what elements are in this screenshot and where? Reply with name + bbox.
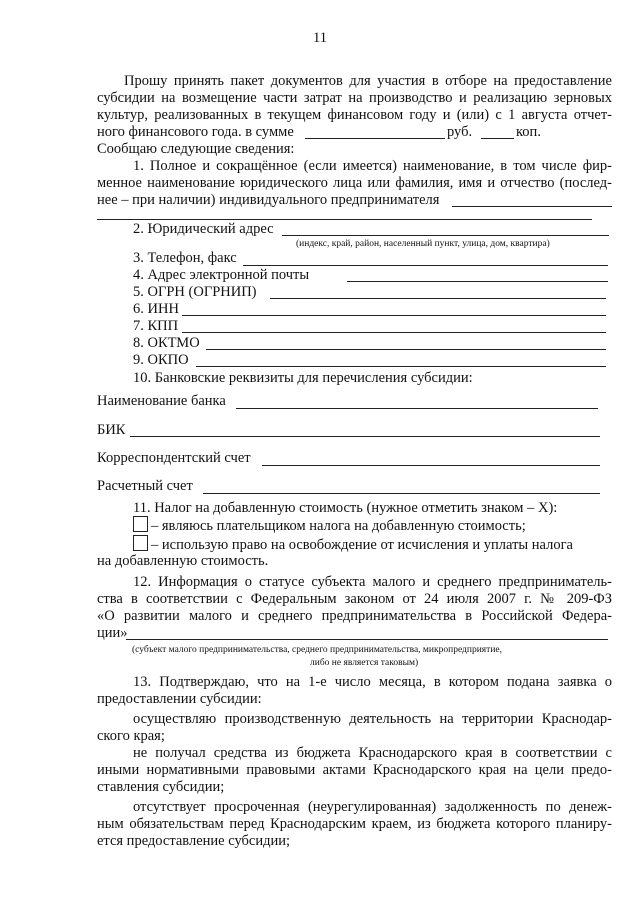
item12-line-4: ции»	[97, 625, 128, 641]
item13-line-2: предоставлении субсидии:	[97, 691, 262, 707]
email-label: 4. Адрес электронной почты	[133, 267, 310, 283]
item12-line-3: «О развитии малого и среднего предпринимательства в Российской Федера-	[97, 608, 612, 624]
okpo-field[interactable]	[196, 366, 606, 367]
bank-name-label: Наименование банка	[97, 393, 226, 409]
corr-account-label: Корреспондентский счет	[97, 450, 251, 466]
amount-rub-field[interactable]	[305, 138, 445, 139]
settlement-account-label: Расчетный счет	[97, 478, 193, 494]
vat-exempt-label-2: на добавленную стоимость.	[97, 553, 269, 569]
kop-label: коп.	[516, 124, 541, 140]
item13-line-1: 13. Подтверждаю, что на 1-е число месяца, в котором подана заявка о	[133, 674, 612, 690]
kpp-field[interactable]	[182, 332, 606, 333]
item1-line-1: 1. Полное и сокращённое (если имеется) наименование, в том числе фир-	[133, 158, 612, 174]
item1-line-3: нее – при наличии) индивидуального предпринимателя	[97, 192, 440, 208]
legal-address-hint: (индекс, край, район, населенный пункт, улица, дом, квартира)	[296, 239, 550, 249]
ogrn-label: 5. ОГРН (ОГРНИП)	[133, 284, 257, 300]
intro-line-4: ного финансового года. в сумме	[97, 124, 294, 140]
intro-line-3: культур, реализованных в текущем финансовом году и (или) с 1 августа отчет-	[97, 107, 612, 123]
intro-line-5: Сообщаю следующие сведения:	[97, 141, 295, 157]
item13-line-6: иными нормативными правовыми актами Краснодарского края на цели предо-	[97, 762, 612, 778]
vat-exempt-checkbox[interactable]	[133, 535, 148, 551]
item13-line-3: осуществляю производственную деятельность на территории Краснодар-	[133, 711, 612, 727]
email-field[interactable]	[347, 281, 608, 282]
inn-label: 6. ИНН	[133, 301, 179, 317]
item13-line-10: ется предоставление субсидии;	[97, 833, 291, 849]
company-name-field-1[interactable]	[452, 206, 612, 207]
oktmo-field[interactable]	[206, 349, 606, 350]
vat-title: 11. Налог на добавленную стоимость (нужное отметить знаком – X):	[133, 500, 558, 516]
intro-line-2: субсидии на возмещение части затрат на производство и реализацию зерновых	[97, 90, 612, 106]
phone-fax-field[interactable]	[243, 265, 608, 266]
kpp-label: 7. КПП	[133, 318, 179, 334]
item1-line-2: менное наименование юридического лица или фамилия, имя и отчество (послед-	[97, 175, 612, 191]
sme-status-field[interactable]	[126, 639, 608, 640]
item13-line-9: ным обязательствам перед Краснодарским краем, из бюджета которого планиру-	[97, 816, 612, 832]
bik-field[interactable]	[130, 436, 600, 437]
oktmo-label: 8. ОКТМО	[133, 335, 200, 351]
item13-line-5: не получал средства из бюджета Краснодарского края в соответствии с	[133, 745, 612, 761]
item13-line-8: отсутствует просроченная (неурегулированная) задолженность по денеж-	[133, 799, 612, 815]
item13-line-7: ставления субсидии;	[97, 779, 225, 795]
corr-account-field[interactable]	[262, 465, 600, 466]
bank-details-title: 10. Банковские реквизиты для перечисления субсидии:	[133, 370, 473, 386]
okpo-label: 9. ОКПО	[133, 352, 189, 368]
inn-field[interactable]	[182, 315, 606, 316]
sme-status-hint-1: (субъект малого предпринимательства, среднего предпринимательства, микропредприятие,	[132, 645, 503, 655]
vat-exempt-label-1: – использую право на освобождение от исчисления и уплаты налога	[151, 537, 573, 553]
page-number: 11	[313, 30, 327, 46]
rub-label: руб.	[447, 124, 473, 140]
amount-kop-field[interactable]	[481, 138, 514, 139]
settlement-account-field[interactable]	[203, 493, 600, 494]
legal-address-field[interactable]	[282, 235, 609, 236]
item12-line-1: 12. Информация о статусе субъекта малого и среднего предприниматель-	[133, 574, 612, 590]
item12-line-2: ства в соответствии с Федеральным законом от 24 июля 2007 г. № 209-ФЗ	[97, 591, 612, 607]
intro-line-1: Прошу принять пакет документов для участия в отборе на предоставление	[124, 73, 612, 89]
bank-name-field[interactable]	[236, 408, 598, 409]
legal-address-label: 2. Юридический адрес	[133, 221, 274, 237]
sme-status-hint-2: либо не является таковым)	[310, 658, 419, 668]
company-name-field-2[interactable]	[97, 219, 592, 220]
item13-line-4: ского края;	[97, 728, 165, 744]
bik-label: БИК	[97, 422, 126, 438]
vat-payer-label: – являюсь плательщиком налога на добавленную стоимость;	[151, 518, 526, 534]
ogrn-field[interactable]	[270, 298, 606, 299]
vat-payer-checkbox[interactable]	[133, 516, 148, 532]
phone-fax-label: 3. Телефон, факс	[133, 250, 237, 266]
